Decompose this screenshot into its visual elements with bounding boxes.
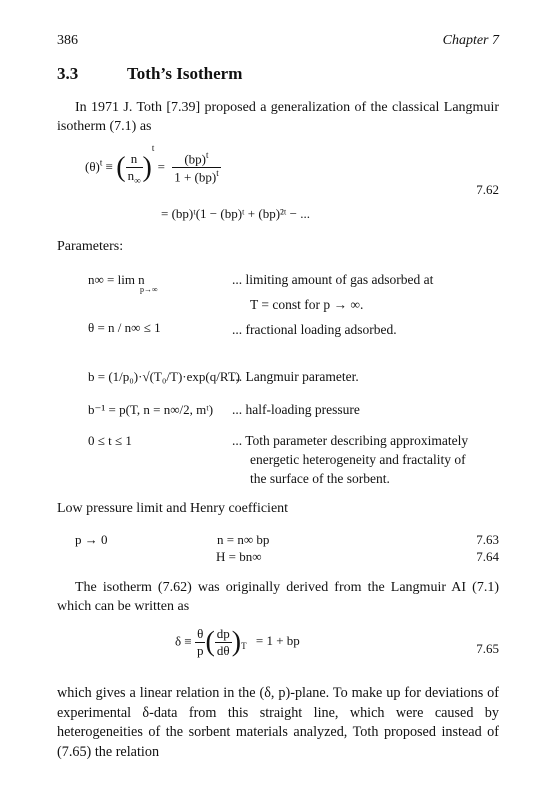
param-b-desc: ... Langmuir parameter. <box>232 369 359 384</box>
eq763-condition: p → 0 <box>75 532 108 547</box>
eq763-expr: n = n∞ bp <box>217 532 270 547</box>
param-b-inverse: b⁻¹ = p(T, n = n∞/2, mᵗ) <box>88 402 214 417</box>
eq762-eq: = <box>157 158 165 174</box>
param-t-desc: ... Toth parameter describing approximately <box>232 433 469 448</box>
equation-number-7-62: 7.62 <box>476 182 499 197</box>
param-theta: θ = n / n∞ ≤ 1 <box>88 320 161 335</box>
equation-number-7-64: 7.64 <box>476 549 499 564</box>
equation-number-7-65: 7.65 <box>476 641 499 656</box>
equation-number-7-63: 7.63 <box>476 532 499 547</box>
eq762-frac-bp: $\frac{(bp)^t}{1 + (bp)^t}$ <box>174 150 219 185</box>
paragraph-toth-relation: which gives a linear relation in the (δ, p)-plane. To make up for deviations of experimental δ-data from this straight line, which were caused by heterogeneities of the sorbent materials analyzed, Toth proposed instead of (7.65) the relation <box>57 685 499 760</box>
param-n-infinity-desc: ... limiting amount of gas adsorbed at <box>232 272 434 287</box>
param-n-infinity-desc2: T = const for p → ∞. <box>250 297 364 312</box>
eq762-frac-n: $\frac{n}{n_\infty}$ <box>127 150 141 186</box>
equation-7-65: δ ≡ $\frac{\theta}{p}$ ( $\frac{dp}{d\theta}$ )$_T = 1$ + bp <box>175 626 300 658</box>
parameters-label: Parameters: <box>57 239 124 254</box>
section-title: Toth’s Isotherm <box>127 64 243 83</box>
param-t-desc3: the surface of the sorbent. <box>250 471 390 486</box>
page-number: 386 <box>57 33 78 48</box>
param-n-infinity: n∞ = lim n p→∞ <box>88 272 158 294</box>
param-theta-desc: ... fractional loading adsorbed. <box>232 322 397 337</box>
section-number: 3.3 <box>57 64 79 83</box>
intro-paragraph: In 1971 J. Toth [7.39] proposed a generalization of the classical Langmuir isotherm (7.1) as <box>57 100 499 134</box>
equation-7-62-line1: $(\theta)^t$ ≡ ( $\frac{n}{n_\infty}$ )$^t$ = $\frac{(bp)^t}{1 + (bp)^t}$ <box>85 143 219 186</box>
eq762-equiv: ≡ <box>105 158 113 174</box>
chapter-label: Chapter 7 <box>442 33 499 48</box>
param-b-inverse-desc: ... half-loading pressure <box>232 402 360 417</box>
param-t-desc2: energetic heterogeneity and fractality of <box>250 452 466 467</box>
low-pressure-heading: Low pressure limit and Henry coefficient <box>57 501 289 516</box>
param-b: b = (1/p₀)·√(T₀/T)·exp(q/RT) <box>88 369 240 384</box>
eq762-lhs: $(\theta)^t$ <box>85 157 103 174</box>
equation-7-62-line2: = (bp)ᵗ(1 − (bp)ᵗ + (bp)²ᵗ − ... <box>161 206 310 221</box>
param-t: 0 ≤ t ≤ 1 <box>88 433 132 448</box>
eq764-expr: H = bn∞ <box>216 549 262 564</box>
paragraph-langmuir: The isotherm (7.62) was originally derived from the Langmuir AI (7.1) which can be written as <box>57 580 499 614</box>
